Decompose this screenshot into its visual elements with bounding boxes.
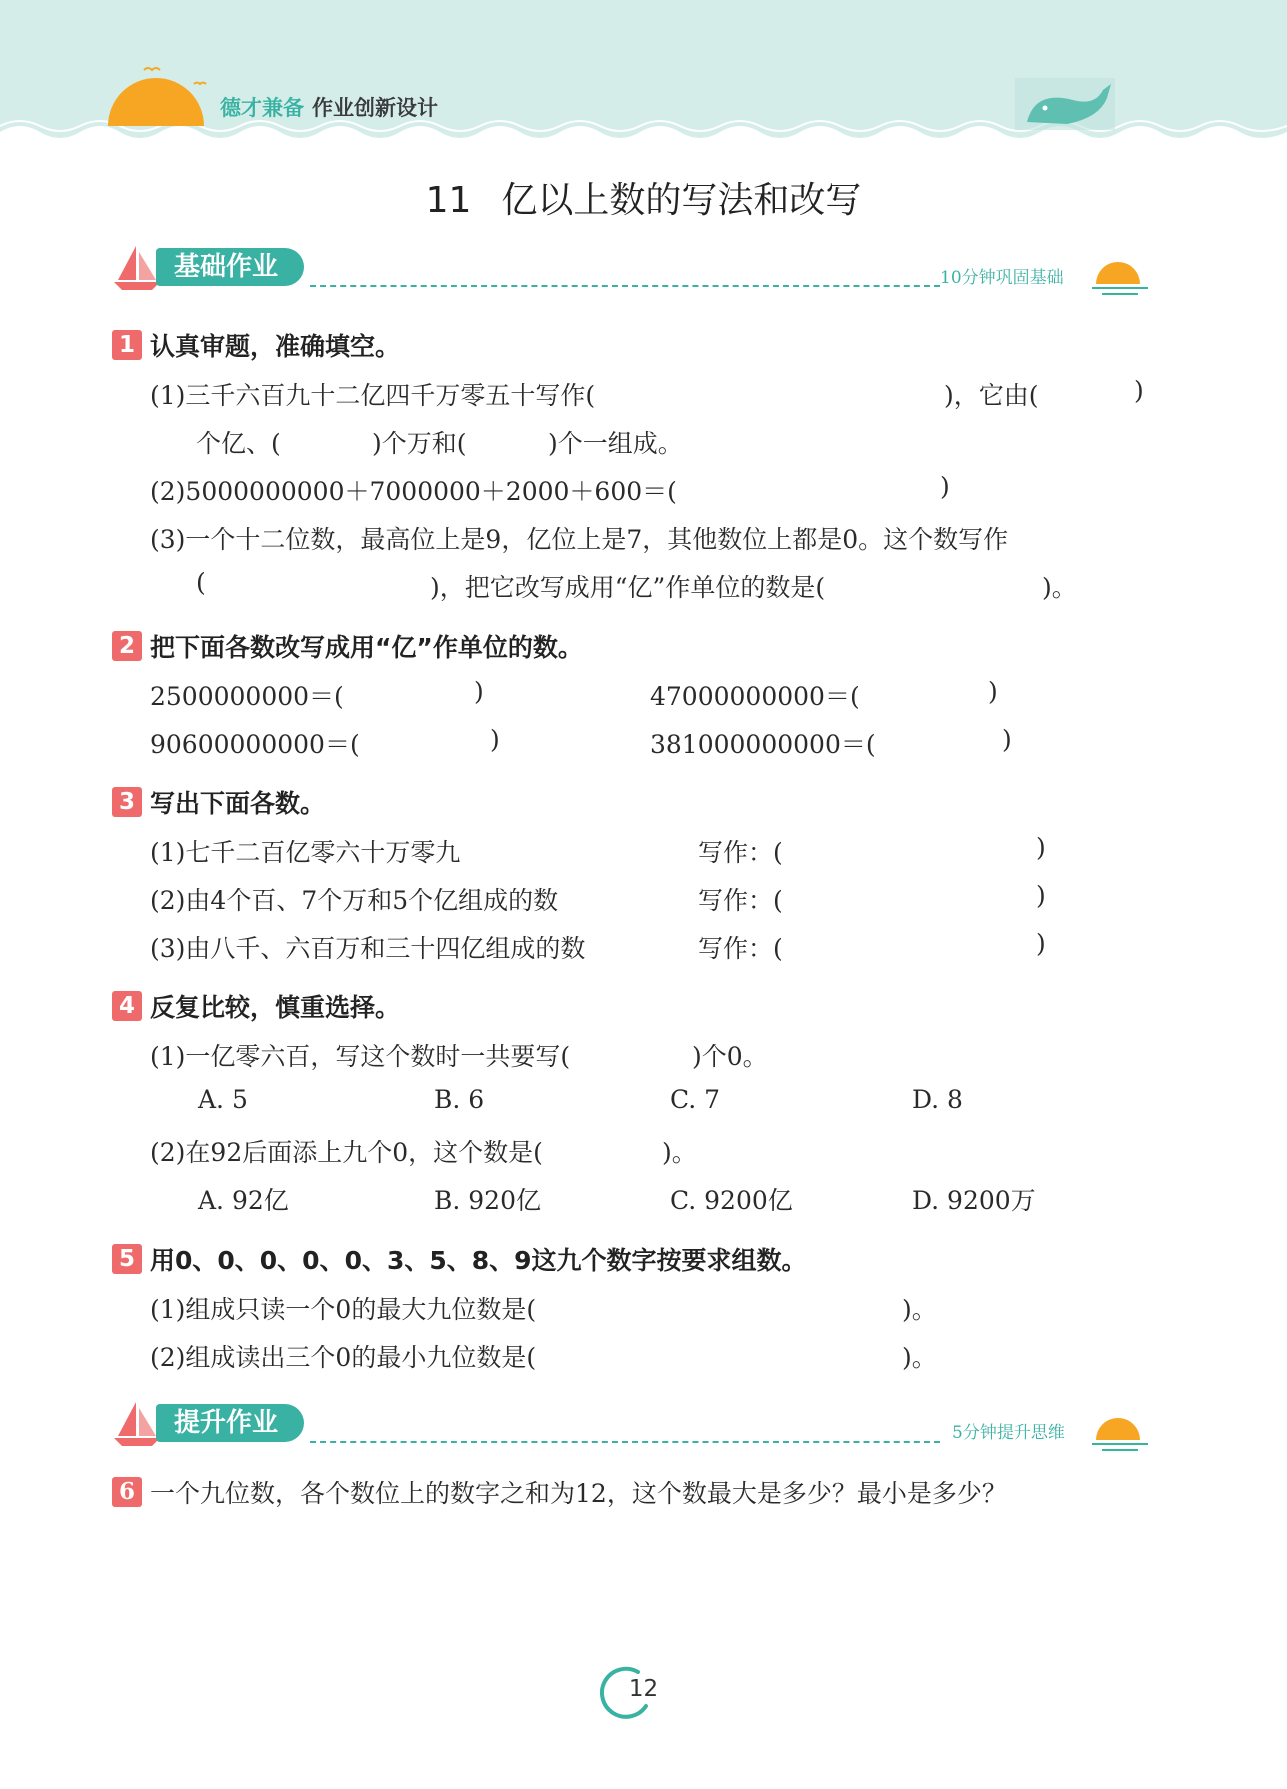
q5-sub2: (2)组成读出三个0的最小九位数是( [150,1343,537,1372]
q1-line2-text: (2)5000000000＋7000000＋2000＋600＝( [150,477,677,506]
question-3-header [112,784,325,820]
q5-sub1: (1)组成只读一个0的最大九位数是( [150,1295,537,1324]
section-basic-subtitle: 10分钟巩固基础 [940,268,1064,288]
section-divider [310,1441,940,1443]
brand-green: 德才兼备 [220,96,304,120]
q1-line3-close: )。 [1042,573,1077,602]
q1-line1-text: (1)三千六百九十二亿四千万零五十写作( [150,381,596,410]
q1-line2-close: ) [940,472,950,501]
q4-opt1-d: D. 8 [912,1085,963,1114]
question-number-badge: 4 [112,991,142,1021]
question-4-header [112,988,400,1024]
question-title: 认真审题，准确填空。 [150,332,401,361]
sun-icon [104,60,208,130]
question-5-header [112,1241,807,1277]
q2-item-3-close: ) [490,725,500,754]
question-1-header [112,327,400,363]
q1-line1-mid: )，它由( [944,381,1039,410]
q2-item-4: 381000000000＝( [650,730,876,759]
whale-icon [1015,78,1115,130]
q4-sub2-close: )。 [662,1138,697,1167]
question-title: 写出下面各数。 [150,789,326,818]
section-basic-label: 基础作业 [156,248,304,286]
q3-item-3-write: 写作：( [698,934,783,963]
q4-opt1-a: A. 5 [198,1085,248,1114]
question-number-badge: 2 [112,631,142,661]
question-6 [112,1474,1007,1510]
q4-sub2: (2)在92后面添上九个0，这个数是( [150,1138,543,1167]
small-sun-icon [1092,1410,1148,1454]
section-advanced-subtitle: 5分钟提升思维 [952,1423,1065,1443]
question-number-badge: 1 [112,330,142,360]
q2-item-2: 47000000000＝( [650,682,860,711]
question-title: 用0、0、0、0、0、3、5、8、9这九个数字按要求组数。 [150,1246,807,1275]
q1-line3-mid: )，把它改写成用“亿”作单位的数是( [430,573,826,602]
q3-item-1-close: ) [1036,833,1046,862]
q3-item-1-write: 写作：( [698,838,783,867]
section-divider [310,285,940,287]
q1-line1-close: ) [1134,376,1144,405]
question-title: 反复比较，慎重选择。 [150,993,401,1022]
q5-sub1-close: )。 [902,1295,937,1324]
small-sun-icon [1092,254,1148,298]
question-number-badge: 3 [112,787,142,817]
question-title: 把下面各数改写成用“亿”作单位的数。 [150,633,583,662]
q4-sub1: (1)一亿零六百，写这个数时一共要写( [150,1042,571,1071]
q4-opt2-b: B. 920亿 [434,1186,541,1215]
q2-item-4-close: ) [1002,725,1012,754]
q3-item-3: (3)由八千、六百万和三十四亿组成的数 [150,934,586,963]
q3-item-2-close: ) [1036,881,1046,910]
question-number-badge: 5 [112,1244,142,1274]
q4-opt2-c: C. 9200亿 [670,1186,793,1215]
q2-item-1: 2500000000＝( [150,682,344,711]
sailboat-icon [112,1400,162,1448]
q1-line3-open: ( [196,568,206,597]
section-advanced-label: 提升作业 [156,1404,304,1442]
question-2-header [112,628,583,664]
brand-dark: 作业创新设计 [312,96,438,120]
q4-sub1-close: )个0。 [692,1042,768,1071]
q4-opt1-c: C. 7 [670,1085,721,1114]
q3-item-3-close: ) [1036,929,1046,958]
page-title [0,172,1287,223]
q3-item-1: (1)七千二百亿零六十万零九 [150,838,461,867]
q3-item-2: (2)由4个百、7个万和5个亿组成的数 [150,886,559,915]
q4-opt1-b: B. 6 [434,1085,485,1114]
lesson-title: 亿以上数的写法和改写 [501,180,862,221]
q1-line1e: )个万和( [372,429,467,458]
q4-opt2-d: D. 9200万 [912,1186,1036,1215]
q1-line3-text: (3)一个十二位数，最高位上是9，亿位上是7，其他数位上都是0。这个数写作 [150,525,1009,554]
lesson-number: 11 [425,180,472,221]
brand-title [220,92,438,122]
q2-item-1-close: ) [474,677,484,706]
q4-opt2-a: A. 92亿 [198,1186,289,1215]
question-number-badge: 6 [112,1477,142,1507]
q2-item-3: 90600000000＝( [150,730,360,759]
sailboat-icon [112,244,162,292]
q2-item-2-close: ) [988,677,998,706]
question-6-text: 一个九位数，各个数位上的数字之和为12，这个数最大是多少？最小是多少？ [150,1479,1007,1508]
q1-line1f: )个一组成。 [548,429,683,458]
page-number: 12 [628,1676,659,1702]
q1-line1d: 个亿、( [196,429,281,458]
q5-sub2-close: )。 [902,1343,937,1372]
q3-item-2-write: 写作：( [698,886,783,915]
